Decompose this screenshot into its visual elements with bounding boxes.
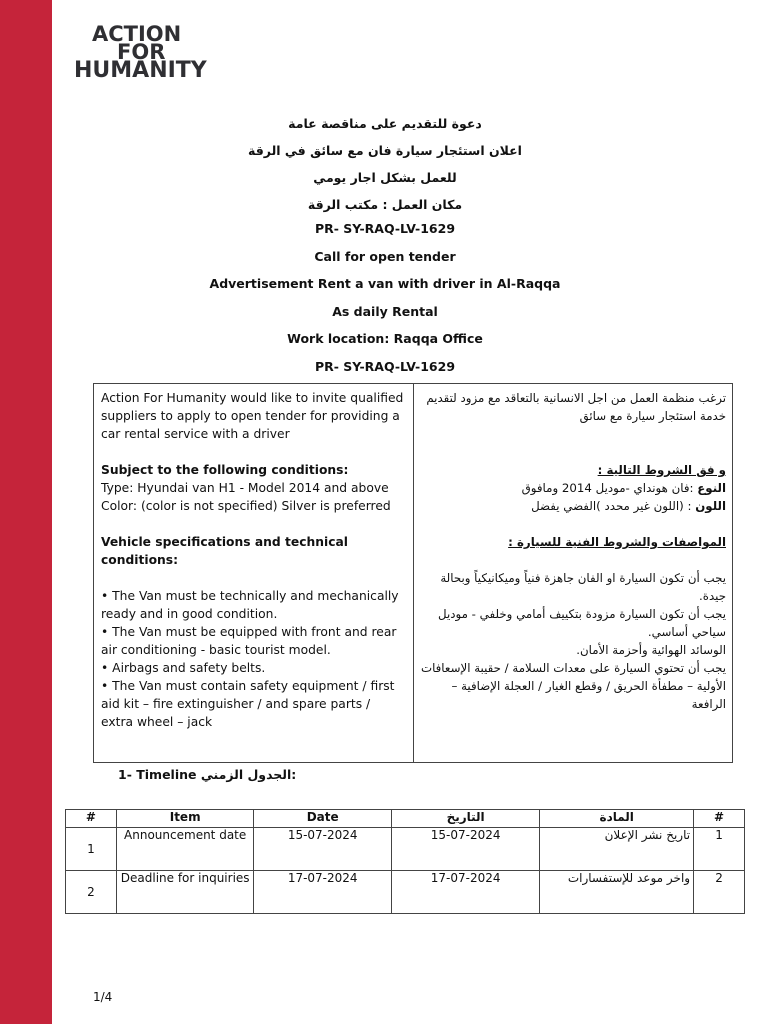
action-for-humanity-logo: [74, 22, 224, 82]
english-column: [101, 389, 406, 731]
type-ar-value: :فان هونداي -موديل 2014 ومافوق: [521, 481, 698, 495]
column-divider: [413, 384, 414, 762]
bullet-ar-4: يجب أن تحتوي السيارة على معدات السلامة / حقيبة الإسعافات الأولية – مطفأة الحريق / وقطع الغيار / العجلة الإضافية – الرافعة: [420, 661, 726, 711]
header-cell: التاريخ: [391, 810, 539, 828]
type-ar-row: [420, 479, 726, 497]
bullet-ar-3: الوسائد الهوائية وأحزمة الأمان.: [576, 643, 726, 657]
bullet-ar-2: يجب أن تكون السيارة مزودة بتكييف أمامي وخلفي - موديل سياحي أساسي.: [438, 607, 726, 639]
table-cell: Deadline for inquiries: [116, 871, 254, 914]
reference-number-1: PR- SY-RAQ-LV-1629: [314, 221, 456, 236]
heading-ar-3: للعمل بشكل اجار يومي: [313, 170, 457, 185]
logo-line-1: ACTION: [92, 22, 182, 46]
header-cell: #: [66, 810, 117, 828]
heading-ar-2: اعلان استئجار سيارة فان مع سائق في الرقة: [248, 143, 522, 158]
table-cell: 17-07-2024: [254, 871, 392, 914]
heading-en-3: As daily Rental: [332, 304, 438, 319]
color-en: Color: (color is not specified) Silver is preferred: [101, 499, 391, 513]
subject-ar: و فق الشروط التالية :: [597, 463, 726, 477]
table-cell: واخر موعد للإستفسارات: [540, 871, 694, 914]
bullet-en-1: • The Van must be technically and mechanically ready and in good condition.: [101, 589, 399, 621]
spec-title-en: Vehicle specifications and technical conditions:: [101, 535, 349, 567]
arabic-column: [420, 389, 726, 713]
tender-conditions-table: [93, 383, 733, 763]
header-cell: Date: [254, 810, 392, 828]
heading-en-2: Advertisement Rent a van with driver in Al-Raqqa: [209, 276, 561, 291]
color-ar-label: اللون: [695, 499, 726, 513]
table-cell: 2: [66, 871, 117, 914]
table-cell: 17-07-2024: [391, 871, 539, 914]
logo-line-3: HUMANITY: [74, 58, 207, 83]
subject-en: Subject to the following conditions:: [101, 463, 349, 477]
intro-ar: ترغب منظمة العمل من اجل الانسانية بالتعاقد مع مزود لتقديم خدمة استئجار سيارة مع سائق: [426, 391, 726, 423]
timeline-heading: 1- Timeline الجدول الزمني:: [118, 767, 297, 782]
table-header-row: [66, 810, 745, 828]
header-cell: Item: [116, 810, 254, 828]
bullet-en-3: • Airbags and safety belts.: [101, 661, 266, 675]
table-cell: 2: [694, 871, 745, 914]
header-cell: المادة: [540, 810, 694, 828]
table-row: [66, 828, 745, 871]
table-cell: Announcement date: [116, 828, 254, 871]
bullet-en-2: • The Van must be equipped with front and rear air conditioning - basic tourist model.: [101, 625, 397, 657]
page-number: 1/4: [93, 990, 113, 1004]
logo-line-2: FOR: [117, 40, 166, 64]
spec-title-ar: المواصفات والشروط الفنية للسيارة :: [508, 535, 726, 549]
bullet-en-4: • The Van must contain safety equipment / first aid kit – fire extinguisher / and spare parts / extra wheel – jack: [101, 679, 395, 729]
header-cell: #: [694, 810, 745, 828]
table-cell: 15-07-2024: [391, 828, 539, 871]
table-cell: 1: [694, 828, 745, 871]
table-cell: 15-07-2024: [254, 828, 392, 871]
type-en: Type: Hyundai van H1 - Model 2014 and above: [101, 481, 389, 495]
color-ar-row: [420, 497, 726, 515]
color-ar-value: : (اللون غير محدد )الفضي يفضل: [531, 499, 696, 513]
heading-en-4: Work location: Raqqa Office: [287, 331, 483, 346]
table-row: [66, 871, 745, 914]
type-ar-label: النوع: [697, 481, 726, 495]
heading-ar-4: مكان العمل : مكتب الرقة: [307, 197, 463, 212]
bullet-ar-1: يجب أن تكون السيارة او الفان جاهزة فنياً وميكانيكياً وبحالة جيدة.: [440, 571, 726, 603]
heading-en-1: Call for open tender: [314, 249, 456, 264]
reference-number-2: PR- SY-RAQ-LV-1629: [314, 359, 456, 374]
table-cell: تاريخ نشر الإعلان: [540, 828, 694, 871]
timeline-table: [65, 809, 745, 914]
table-cell: 1: [66, 828, 117, 871]
intro-en: Action For Humanity would like to invite qualified suppliers to apply to open tender for providing a car rental service with a driver: [101, 391, 404, 441]
heading-ar-1: دعوة للتقديم على مناقصة عامة: [288, 116, 482, 131]
